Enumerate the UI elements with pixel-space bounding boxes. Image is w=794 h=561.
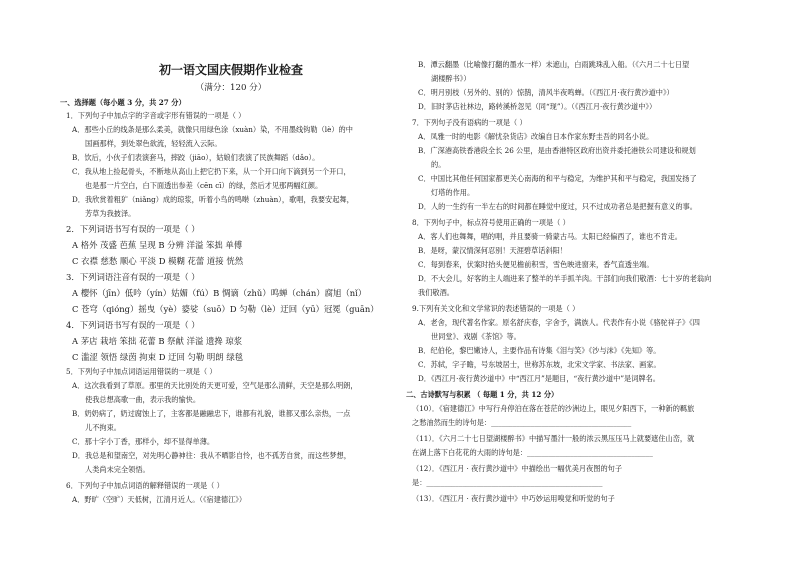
text-line: A．那些小丘的线条是那么柔美，就像只用绿色涂（xuàn）染，不用墨线钩勒（lè）的中 bbox=[72, 125, 353, 134]
text-line: 二、古诗默写与积累 （ 每题 1 分，共 12 分） bbox=[406, 390, 559, 399]
text-line: 人类尚未完全领悟。 bbox=[85, 465, 150, 474]
text-line: D．旧时茅店社林边，路转溪桥忽见（同“现”）。（《西江月·夜行黄沙道中》） bbox=[418, 102, 657, 111]
text-line: B．是呀，蒙汉情深何忍别！天涯碧草话斜阳！ bbox=[418, 246, 568, 255]
text-line: C 滥涩 领悟 绿茵 拘束 D 迂回 匀勒 明朗 绿毯 bbox=[72, 352, 244, 362]
text-line: 2．下列词语书写有误的一项是（ ） bbox=[66, 224, 200, 234]
text-line: 之愁油然而生的诗句是：_______________________________________ bbox=[412, 418, 632, 427]
text-line: 的。 bbox=[431, 160, 446, 169]
text-line: B．纪伯伦，黎巴嫩诗人，主要作品有诗集《泪与笑》《沙与沫》《先知》等。 bbox=[418, 346, 661, 355]
text-line: C．每到春来，伏案时抬头便见檐前积雪，雪色映进窗来，香气直透坐端。 bbox=[418, 260, 654, 269]
text-line: A．野旷（空旷）天低树，江清月近人。（《宿建德江》） bbox=[72, 495, 247, 504]
right-column bbox=[406, 0, 736, 561]
text-line: （11）．《六月二十七日望湖楼醉书》中描写墨汁一般的浓云黑压压马上就要遮住山峦，就 bbox=[412, 434, 695, 443]
text-line: （12）．《西江月 · 夜行黄沙道中》中描绘出一幅优美月夜图的句子 bbox=[412, 464, 623, 473]
text-line: D．《西江月·夜行黄沙道中》中“西江月”是题目，“夜行黄沙道中”是词牌名。 bbox=[418, 374, 660, 383]
page-title: 初一语文国庆假期作业检查 bbox=[158, 63, 303, 77]
text-line: 我们敬酒。 bbox=[418, 288, 454, 297]
text-line: 世同堂》、戏剧《茶馆》等。 bbox=[431, 332, 521, 341]
text-line: 6．下列句子中加点词语的解释错误的一项是（ ） bbox=[66, 481, 224, 490]
text-line: C．我从地上捡起骨头，不断地从高山上把它扔下来，从一个开口向下滴到另一个开口， bbox=[72, 167, 351, 176]
text-line: A 樱怀（jīn）低吟（yín）姑媚（fú）B 惆谪（zhǔ）鸣蝉（chán）腐旭（nǐ） bbox=[72, 288, 367, 298]
text-line: A．老舍，现代著名作家。原名舒庆春，字舍予，满族人。代表作有小说《骆驼祥子》《四 bbox=[418, 318, 700, 327]
text-line: C 苍穹（qióng）摇曳（yè）婆娑（suō）D 匀勒（lè）迂回（yū）冠冕（guān） bbox=[72, 304, 379, 314]
text-line: 5．下列句子中加点词语运用错误的一项是（ ） bbox=[66, 367, 217, 376]
text-line: B．饮后，小伙子们表演套马，摔跤（jiāo），姑娘们表演了民族舞蹈（dǎo）。 bbox=[72, 153, 320, 162]
text-line: A 茅店 栽培 笨拙 花蕾 B 祭献 洋溢 遗搀 琼浆 bbox=[72, 336, 243, 346]
text-line: D．我总是和望南空，对先明心静神往：我从不晒影自怜，也不孤芳自赏，而这些梦想， bbox=[72, 451, 351, 460]
text-line: 7．下列句子没有语病的一项是（ ） bbox=[412, 118, 527, 127]
text-line: 9.下列有关文化和文学常识的表述错误的一项是（ ） bbox=[412, 304, 580, 313]
text-line: A 格外 茂盛 芭蕉 呈现 B 分辨 洋溢 笨拙 单傅 bbox=[72, 240, 243, 250]
text-line: 一、选择题（每小题 3 分，共 27 分） bbox=[60, 98, 186, 107]
text-line: 1．下列句子中加点字的字音或字形有错误的一项是（ ） bbox=[66, 111, 246, 120]
text-line: 8．下列句子中，标点符号使用正确的一项是（ ） bbox=[412, 218, 570, 227]
text-line: D．人的一生约有一半左右的时间都在睡觉中度过，只不过成功者总是把握有意义的事。 bbox=[418, 202, 697, 211]
text-line: D．不大会儿，好客的主人端进来了整羊的羊手抓羊肉。干部们向我们敬酒：七十岁的老翁向 bbox=[418, 274, 712, 283]
text-line: D．我欣赏着粗犷（niǎng）成的琼浆，听着小鸟的鸣啭（zhuàn），歌唱，我要安起舞， bbox=[72, 195, 354, 204]
text-line: 是：_________________________________________________ bbox=[412, 478, 603, 487]
text-line: 湖楼醉书》） bbox=[431, 74, 471, 83]
left-column bbox=[60, 0, 402, 561]
text-line: （10）．《宿建德江》中写行舟停泊在落在苍茫的沙洲边上，眼见夕阳西下，一种新的羁旅 bbox=[412, 404, 695, 413]
text-line: C．明月别枝（另外的、别的）惊鹊，清风半夜鸣蝉。（《西江月·夜行黄沙道中》） bbox=[418, 88, 674, 97]
text-line: 芳草为我披泽。 bbox=[85, 209, 136, 218]
text-line: 灯塔的作用。 bbox=[431, 188, 475, 197]
text-line: B．奶奶病了，奶过腐蚀上了，主客都是融融忠下，谁都有礼貌，谁都又那么亲热，一点 bbox=[72, 409, 351, 418]
text-line: 在湖上落下白花花的大雨的诗句是：___________________________________ bbox=[412, 448, 653, 457]
text-line: （13）．《西江月 · 夜行黄沙道中》中巧妙运用嗅觉和听觉的句子 bbox=[412, 494, 615, 503]
text-line: 也是那一片空白，白下面透出参差（cēn cī）的绿，然后才见那两幅红颜。 bbox=[85, 181, 323, 190]
text-line: 国画那样，到处翠色欲流，轻轻流入云际。 bbox=[85, 139, 222, 148]
full-score: （满分：120 分） bbox=[195, 83, 267, 93]
text-line: C．苏轼，字子瞻，号东坡居士，世称苏东坡，北宋文学家、书法家、画家。 bbox=[418, 360, 661, 369]
text-line: A．客人们也舞舞，唱的唱，并且要骑一骑蒙古马。太阳已经偏西了，谁也不肯走。 bbox=[418, 232, 682, 241]
text-line: 4．下列词语书写有误的一项是（ ） bbox=[66, 320, 200, 330]
text-line: C．那十字小丁香，那样小，却不显得单薄。 bbox=[72, 437, 215, 446]
text-line: A．凤雅一时的电影《解忧杂货店》改编自日本作家东野圭吾的同名小说。 bbox=[418, 132, 654, 141]
text-line: 3．下列词语注音有误的一项是（ ） bbox=[66, 272, 200, 282]
text-line: 使我总想高歌一曲，表示我的愉快。 bbox=[85, 395, 201, 404]
text-line: 儿不拘束。 bbox=[85, 423, 121, 432]
text-line: C．中国比其他任何国家都更关心南海的和平与稳定，为维护其和平与稳定，我国发扬了 bbox=[418, 174, 697, 183]
text-line: B．广深港高铁香港段全长 26 公里，是由香港特区政府出资并委托港铁公司建设和规划 bbox=[418, 146, 696, 155]
text-line: C 衣襟 慈愁 顺心 平淡 D 模糊 花蕾 道接 恍然 bbox=[72, 256, 244, 266]
text-line: B．潭云翻墨（比喻像打翻的墨水一样）未遮山，白雨跳珠乱入船。（《六月二十七日望 bbox=[418, 60, 690, 69]
text-line: A．这次我看到了草原。那里的天比别处的天更可爱，空气是那么清鲜，天空是那么明朗， bbox=[72, 381, 358, 390]
